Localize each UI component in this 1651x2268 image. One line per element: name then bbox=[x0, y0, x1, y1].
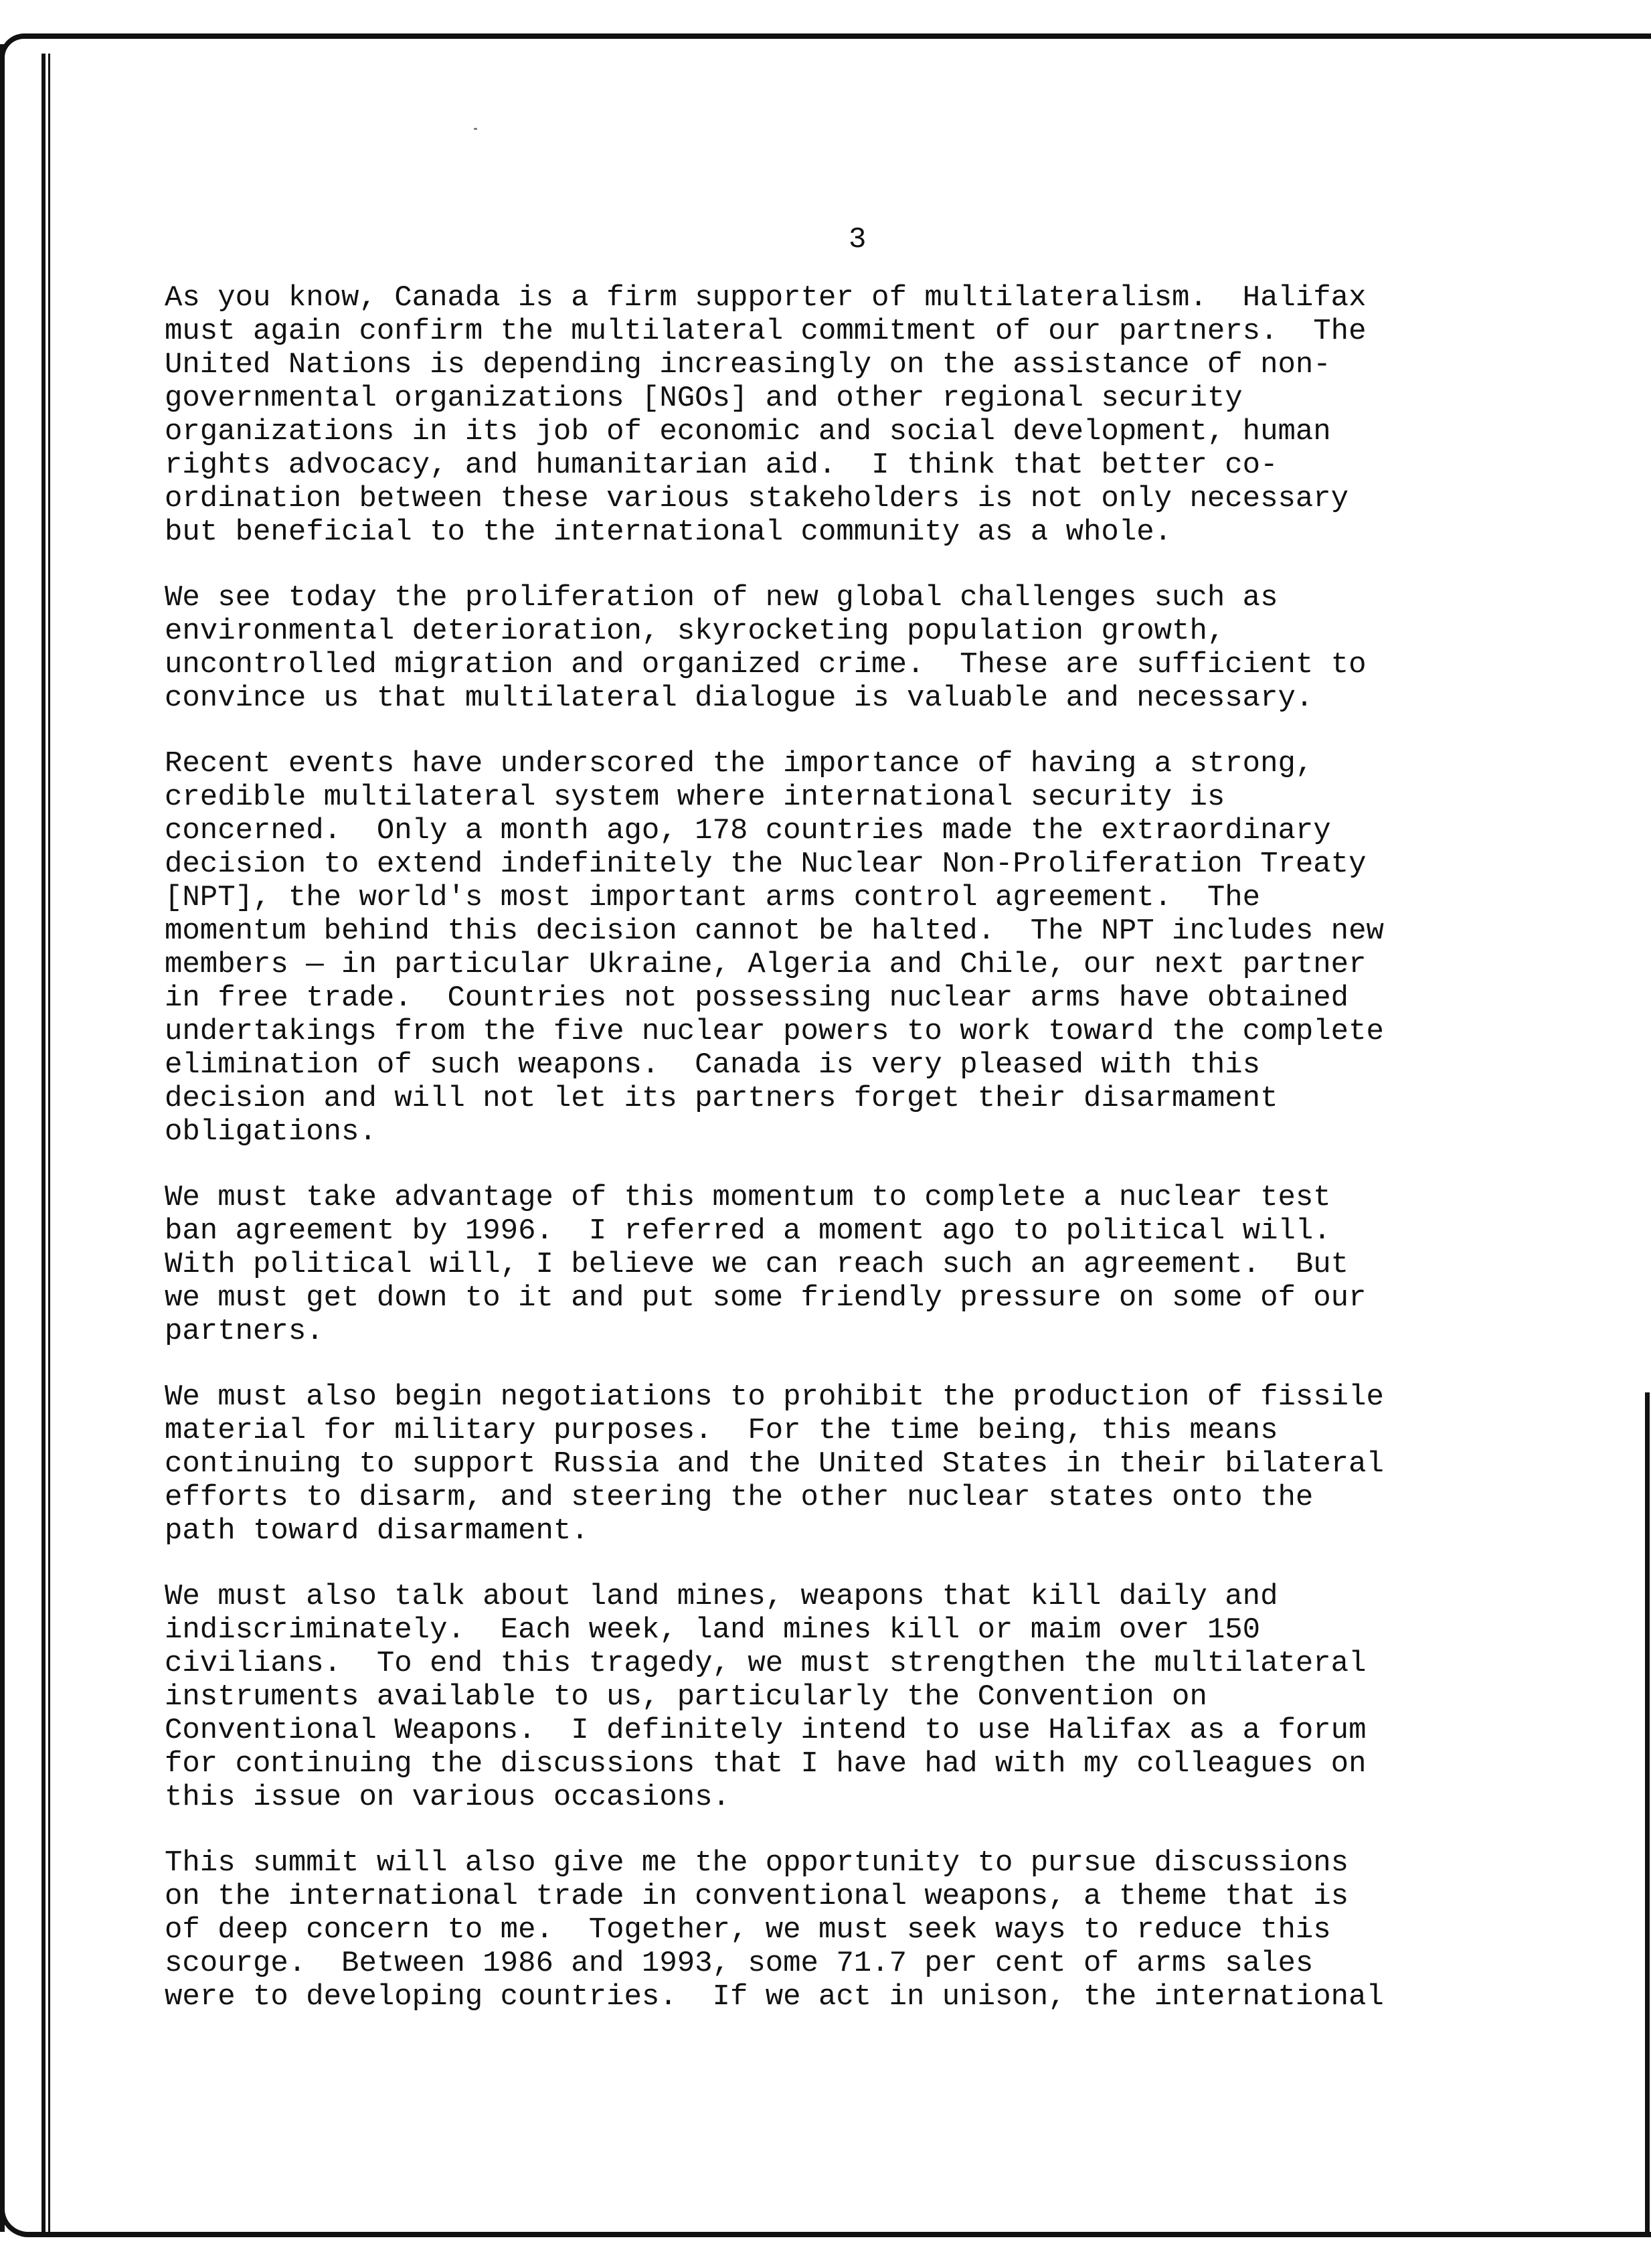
frame-bottom-left-corner bbox=[0, 2209, 54, 2237]
paragraph-land-mines: We must also talk about land mines, weapons that kill daily and indiscriminately. Each week, land mines kill or maim over 150 civilians. To end this tragedy, we must strengthen the multilateral instruments available to us, particularly the Convention on Conventional Weapons. I definitely intend to use Halifax as a forum for continuing the discussions that I have had with my colleagues on this issue on various occasions. bbox=[165, 1580, 1367, 1814]
scan-speck bbox=[474, 128, 477, 130]
paragraph-multilateralism: As you know, Canada is a firm supporter of multilateralism. Halifax must again confirm the multilateral commitment of our partners. The United Nations is depending increasingly on the assistance of non- governmental organizations [NGOs] and other regional security organizations in its job of economic and social development, human rights advocacy, and humanitarian aid. I think that better co- ordination between these various stakeholders is not only necessary but beneficial to the international community as a whole. bbox=[165, 281, 1367, 549]
frame-left-inner-border-2 bbox=[48, 54, 50, 2232]
frame-top-border bbox=[40, 33, 1651, 39]
frame-left-inner-border bbox=[41, 54, 46, 2232]
document-body bbox=[165, 281, 1637, 2046]
frame-left-outer-border bbox=[0, 44, 5, 2232]
paragraph-arms-trade: This summit will also give me the opportunity to pursue discussions on the international trade in conventional weapons, a theme that is of deep concern to me. Together, we must seek ways to reduce this scourge. Between 1986 and 1993, some 71.7 per cent of arms sales were to developing countries. If we act in unison, the international bbox=[165, 1846, 1384, 2014]
page-number: 3 bbox=[849, 223, 867, 256]
paragraph-global-challenges: We see today the proliferation of new global challenges such as environmental deterioration, skyrocketing population growth, uncontrolled migration and organized crime. These are sufficient to convince us that multilateral dialogue is valuable and necessary. bbox=[165, 581, 1367, 715]
paragraph-test-ban: We must take advantage of this momentum to complete a nuclear test ban agreement by 1996. I referred a moment ago to political will. With political will, I believe we can reach such an agreement. But we must get down to it and put some friendly pressure on some of our partners. bbox=[165, 1181, 1367, 1348]
frame-top-left-corner bbox=[0, 33, 54, 58]
paragraph-npt: Recent events have underscored the importance of having a strong, credible multilateral system where international security is concerned. Only a month ago, 178 countries made the extraordinary decision to extend indefinitely the Nuclear Non-Proliferation Treaty [NPT], the world's most important arms control agreement. The momentum behind this decision cannot be halted. The NPT includes new members — in particular Ukraine, Algeria and Chile, our next partner in free trade. Countries not possessing nuclear arms have obtained undertakings from the five nuclear powers to work toward the complete elimination of such weapons. Canada is very pleased with this decision and will not let its partners forget their disarmament obligations. bbox=[165, 747, 1384, 1149]
paragraph-fissile-material: We must also begin negotiations to prohibit the production of fissile material for military purposes. For the time being, this means continuing to support Russia and the United States in their bilateral efforts to disarm, and steering the other nuclear states onto the path toward disarmament. bbox=[165, 1380, 1384, 1548]
frame-bottom-border bbox=[40, 2232, 1651, 2237]
frame-right-border bbox=[1645, 1392, 1650, 2237]
